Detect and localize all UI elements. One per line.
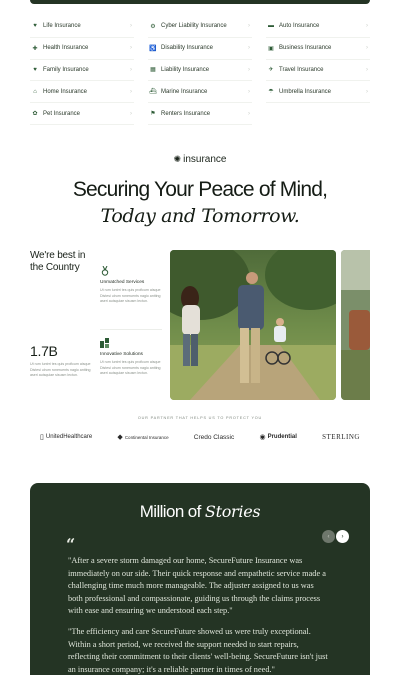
menu-item-health-insurance[interactable]: [30, 38, 134, 60]
menu-item-auto-insurance[interactable]: [266, 16, 370, 38]
logo-mark-icon: ✺: [173, 154, 182, 164]
testimonials-title: Million of Stories: [139, 502, 261, 521]
chevron-right-icon: ›: [248, 23, 250, 30]
shield-icon: ▯: [40, 434, 44, 441]
best-line-1: We're best in: [30, 250, 86, 261]
chevron-right-icon: ›: [130, 45, 132, 52]
menu-item-marine-insurance[interactable]: [148, 81, 252, 103]
menu-item-family-insurance[interactable]: [30, 60, 134, 82]
wheelchair-icon: ♿: [149, 45, 157, 52]
chevron-right-icon: ›: [248, 110, 250, 117]
menu-item-label: Auto Insurance: [279, 23, 320, 30]
feature-title: Unmatched Services: [100, 280, 145, 285]
blocks-icon: [100, 338, 110, 348]
menu-item-cyber-liability-insurance[interactable]: [148, 16, 252, 38]
menu-item-home-insurance[interactable]: [30, 81, 134, 103]
heart-icon: ♥: [33, 23, 37, 30]
feature-description: Ut rum luntrri tes quis proficum aisque Distesi ulrum roneruents nagio antting aseri auisquiae sisusm lectun.: [100, 288, 161, 303]
stat-description: Ut rum luntrri tes quis proficum aisque Distesi ulrum roneruents nagio antting aseri auisquiae sisusm lectun.: [30, 362, 91, 377]
menu-item-pet-insurance[interactable]: [30, 103, 134, 125]
family-walking-photo: [170, 250, 336, 400]
stat-value: 1.7B: [30, 343, 58, 359]
rock-icon: ◉: [259, 434, 266, 441]
menu-item-disability-insurance[interactable]: [148, 38, 252, 60]
prev-button[interactable]: ‹: [322, 530, 335, 543]
plane-icon: ✈: [268, 67, 274, 74]
menu-item-label: Home Insurance: [43, 88, 88, 95]
feature-innovative-solutions: [100, 338, 162, 377]
chevron-right-icon: ›: [366, 45, 368, 52]
feature-title: Innovative Solutions: [100, 352, 143, 357]
menu-item-label: Travel Insurance: [279, 66, 324, 73]
review-text: "After a severe storm damaged our home, SecureFuture Insurance was immediately on our side. Their quick response and empathetic service made a challenging time much more manageable. The adjuster assigned to us was both professional and compassionate, guiding us through the claims process with ease and ensuring we understood each step.": [68, 556, 326, 616]
chevron-right-icon: ›: [366, 66, 368, 73]
partner-logo[interactable]: ◆ Continental Insurance: [117, 434, 169, 441]
partner-logos: [40, 431, 360, 443]
top-dark-strip: [30, 0, 370, 4]
hiker-photo: [341, 250, 370, 400]
next-button[interactable]: ›: [336, 530, 349, 543]
partner-logo[interactable]: STERLING: [322, 433, 360, 441]
testimonials-section: [30, 483, 370, 675]
building-icon: ▦: [150, 67, 156, 74]
menu-item-label: Marine Insurance: [161, 88, 208, 95]
hero-headline: Securing Your Peace of Mind,: [72, 178, 328, 201]
best-line-2: the Country: [30, 262, 80, 273]
umbrella-icon: ☂: [268, 89, 274, 96]
medal-icon: [100, 266, 110, 276]
chevron-right-icon: ›: [248, 45, 250, 52]
menu-item-liability-insurance[interactable]: [148, 60, 252, 82]
menu-item-label: Family Insurance: [43, 66, 89, 73]
feature-divider: [100, 329, 162, 330]
brand-name: insurance: [183, 154, 227, 165]
partner-logo[interactable]: ◉ Prudential: [259, 434, 297, 441]
menu-item-label: Cyber Liability Insurance: [161, 23, 227, 30]
continental-icon: ◆: [117, 434, 123, 441]
briefcase-icon: ▣: [268, 45, 274, 52]
paw-icon: ✿: [32, 111, 38, 118]
menu-item-umbrella-insurance[interactable]: [266, 81, 370, 103]
menu-item-label: Pet Insurance: [43, 110, 81, 117]
chevron-right-icon: ›: [130, 23, 132, 30]
menu-item-label: Renters Insurance: [161, 110, 211, 117]
renters-icon: ⚑: [150, 111, 156, 118]
menu-item-life-insurance[interactable]: [30, 16, 134, 38]
car-icon: ▬: [268, 23, 274, 30]
medical-icon: ✚: [32, 45, 38, 52]
heart-icon: ♥: [33, 66, 37, 73]
chevron-right-icon: ›: [248, 66, 250, 73]
chevron-right-icon: ›: [130, 110, 132, 117]
partner-logo[interactable]: Credo Classic: [193, 433, 235, 441]
feature-unmatched-services: [100, 266, 162, 305]
menu-item-business-insurance[interactable]: [266, 38, 370, 60]
feature-description: Ut rum luntrri tes quis proficum aisque Distesi ulrum roneruents nagio antting aseri auisquiae sisusm lectun.: [100, 360, 161, 375]
menu-item-renters-insurance[interactable]: [148, 103, 252, 125]
menu-item-label: Business Insurance: [279, 45, 332, 52]
chevron-right-icon: ›: [366, 23, 368, 30]
review-text: "The efficiency and care SecureFuture showed us were truly exceptional. Within a short period, we received the support needed to start repairs, reflecting their commitment to their clients' well-being. SecureFuture isn't just an insurance company; it's a reliable partner in times of need.": [68, 627, 328, 674]
menu-item-label: Health Insurance: [43, 45, 89, 52]
chevron-right-icon: ›: [130, 88, 132, 95]
chevron-right-icon: ›: [248, 88, 250, 95]
cyber-icon: ⚙: [150, 23, 156, 30]
home-icon: ⌂: [33, 88, 37, 95]
chevron-right-icon: ›: [130, 66, 132, 73]
quote-icon: “: [66, 535, 76, 554]
ship-icon: ⛴: [149, 89, 157, 96]
menu-item-label: Liability Insurance: [161, 66, 210, 73]
partner-logo[interactable]: ▯ UnitedHealthcare: [40, 434, 93, 441]
brand-logo[interactable]: [0, 154, 400, 165]
insurance-menu-grid: [30, 16, 370, 125]
best-in-country-heading: [30, 250, 100, 274]
menu-item-travel-insurance[interactable]: [266, 60, 370, 82]
chevron-right-icon: ›: [366, 88, 368, 95]
hero-subheadline: Today and Tomorrow.: [100, 205, 300, 227]
menu-item-label: Life Insurance: [43, 23, 81, 30]
menu-item-label: Disability Insurance: [161, 45, 214, 52]
menu-item-label: Umbrella Insurance: [279, 88, 332, 95]
partners-title: OUR PARTNER THAT HELPS US TO PROTECT YOU: [137, 416, 263, 420]
